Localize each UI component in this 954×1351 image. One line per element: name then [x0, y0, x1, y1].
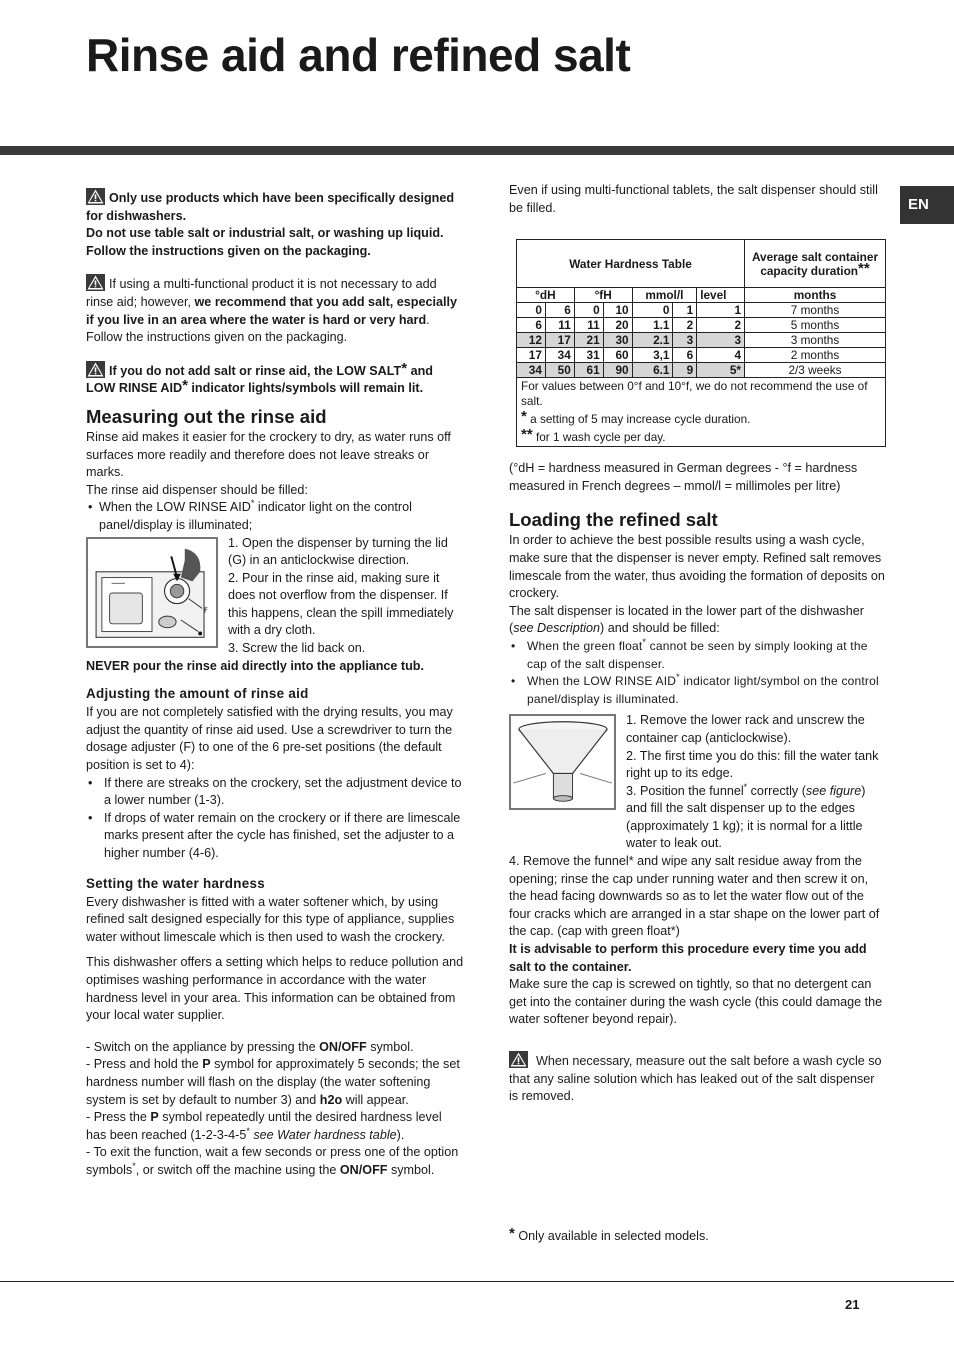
heading-adjusting-rinse-aid: Adjusting the amount of rinse aid [86, 686, 309, 702]
table-row-highlighted: 34 50 61 90 6.1 9 5* 2/3 weeks [517, 363, 886, 378]
footnote: * Only available in selected models. [509, 1225, 709, 1243]
hardness-step-1: - Switch on the appliance by pressing the ON/OFF symbol. [86, 1039, 414, 1054]
hardness-paragraph-1: Every dishwasher is fitted with a water softener which, by using refined salt designed especially for this type of appliance, supplies water without limescale which is then used to wash the crockery. [86, 894, 455, 944]
warning-icon [86, 188, 105, 205]
salt-funnel-figure [509, 714, 616, 810]
hardness-step-3: - Press the P symbol repeatedly until the desired hardness level has been reached (1-2-3-4-5* see Water hardness table). [86, 1110, 442, 1142]
page-number: 21 [845, 1297, 860, 1312]
advisable-note: It is advisable to perform this procedure every time you add salt to the container. [509, 942, 867, 974]
salt-step-3: 3. Position the funnel* correctly (see figure) and fill the salt dispenser up to the edges (approximately 1 kg); it is normal for a little water to leak out. [626, 781, 866, 851]
salt-step-1: 1. Remove the lower rack and unscrew the container cap (anticlockwise). [626, 713, 865, 745]
warning-icon [509, 1051, 528, 1068]
loading-paragraph-1: In order to achieve the best possible results using a wash cycle, make sure that the dispenser is never empty. Refined salt removes limescale from the water, thus avoiding the formation of deposits on crockery. [509, 533, 885, 601]
rinse-step-1: 1. Open the dispenser by turning the lid (G) in an anticlockwise direction. [228, 535, 448, 568]
table-row: 0 6 0 10 0 1 1 7 months [517, 303, 886, 318]
rinse-step-3: 3. Screw the lid back on. [228, 641, 366, 656]
warning-text-3: Follow the instructions given on the packaging. [86, 243, 371, 258]
table-row: 6 11 11 20 1.1 2 2 5 months [517, 318, 886, 333]
heading-water-hardness: Setting the water hardness [86, 875, 265, 891]
hardness-step-2: - Press and hold the P symbol for approximately 5 seconds; the set hardness number will flash on the display (the water softening system is set by default to number 3) and h2o will appear. [86, 1057, 460, 1107]
warning-low-salt: If you do not add salt or rinse aid, the LOW SALT* and LOW RINSE AID* indicator lights/symbols will remain lit. [86, 359, 433, 396]
list-item: • When the LOW RINSE AID* indicator light on the control panel/display is illuminated; [86, 499, 464, 534]
list-item: • When the green float* cannot be seen by simply looking at the cap of the salt dispenser. [509, 638, 885, 673]
list-item: • If drops of water remain on the crockery or if there are limescale marks present after the cycle has finished, set the adjuster to a higher number (4-6). [86, 810, 464, 863]
loading-paragraph-2: The salt dispenser is located in the lower part of the dishwasher (see Description) and should be filled: [509, 603, 864, 636]
list-item: • If there are streaks on the crockery, set the adjustment device to a lower number (1-3). [86, 775, 464, 810]
rinse-step-2: 2. Pour in the rinse aid, making sure it does not overflow from the dispenser. If this happens, clean the spill immediately with a dry cloth. [228, 570, 454, 638]
table-row: 17 34 31 60 3,1 6 4 2 months [517, 348, 886, 363]
table-note-1: For values between 0°f and 10°f, we do not recommend the use of salt. [521, 379, 868, 409]
measuring-paragraph-2: The rinse aid dispenser should be filled: [86, 482, 308, 497]
table-avg-header: Average salt container capacity duration** [745, 240, 886, 288]
salt-step-4: 4. Remove the funnel* and wipe any salt residue away from the opening; rinse the cap under running water and then screw it on, the head facing downwards so as to let the water flow out of the four cracks which are arranged in a star shape on the lower part of the cap. (cap with green float*) [509, 854, 880, 939]
left-column [86, 188, 464, 1180]
heading-loading-salt: Loading the refined salt [509, 509, 718, 531]
salt-step-2: 2. The first time you do this: fill the water tank right up to its edge. [626, 748, 879, 781]
hardness-legend: (°dH = hardness measured in German degrees - °f = hardness measured in French degrees – mmol/l = millimoles per litre) [509, 461, 858, 493]
svg-text:F: F [204, 605, 208, 614]
right-column [509, 182, 885, 1106]
table-notes-row [517, 378, 886, 447]
table-note-2: * a setting of 5 may increase cycle duration. [521, 408, 751, 427]
salt-intro: Even if using multi-functional tablets, the salt dispenser should still be filled. [509, 183, 878, 215]
water-hardness-table [516, 239, 886, 447]
warning-icon [86, 361, 105, 378]
footer-divider [0, 1281, 954, 1282]
warning-products [86, 188, 464, 260]
warning-icon [86, 274, 105, 291]
hardness-paragraph-2: This dishwasher offers a setting which helps to reduce pollution and optimises washing performance in accordance with the water hardness level in your area. This information can be obtained from your local water supplier. [86, 955, 464, 1023]
language-tab: EN [900, 186, 954, 224]
heading-measuring-rinse-aid: Measuring out the rinse aid [86, 405, 327, 427]
table-title: Water Hardness Table [517, 240, 745, 288]
list-item: • When the LOW RINSE AID* indicator light/symbol on the control panel/display is illuminated. [509, 673, 885, 708]
warning-text-1: Only use products which have been specifically designed for dishwashers. [86, 191, 455, 223]
table-note-3: ** for 1 wash cycle per day. [521, 426, 666, 445]
page-title: Rinse aid and refined salt [86, 29, 631, 81]
adjusting-paragraph: If you are not completely satisfied with the drying results, you may adjust the quantity of rinse aid used. Use a screwdriver to turn the dosage adjuster (F) to one of the 6 pre-set positions (the default position is set to 4): [86, 705, 453, 773]
cap-tight-note: Make sure the cap is screwed on tightly, so that no detergent can get into the container during the wash cycle (this could damage the water softener beyond repair). [509, 977, 883, 1027]
measuring-paragraph-1: Rinse aid makes it easier for the crockery to dry, as water runs off surfaces more readily and therefore does not leave streaks or marks. [86, 429, 451, 480]
never-pour-warning: NEVER pour the rinse aid directly into the appliance tub. [86, 658, 424, 673]
header-divider-bar [0, 146, 954, 155]
warning-multifunctional: If using a multi-functional product it is not necessary to add rinse aid; however, we recommend that you add salt, especially if you live in an area where the water is hard or very hard. Follow the instructions given on the packaging. [86, 274, 464, 346]
hardness-step-4: - To exit the function, wait a few seconds or press one of the option symbols*, or switch off the machine using the ON/OFF symbol. [86, 1145, 459, 1177]
warning-saline: When necessary, measure out the salt before a wash cycle so that any saline solution which has leaked out of the salt dispenser is removed. [509, 1051, 885, 1106]
table-row-highlighted: 12 17 21 30 2.1 3 3 3 months [517, 333, 886, 348]
rinse-aid-dispenser-figure [86, 537, 218, 648]
warning-text-2: Do not use table salt or industrial salt, or washing up liquid. [86, 226, 444, 241]
table-header-row: °dH °fH mmol/l level months [517, 288, 886, 303]
